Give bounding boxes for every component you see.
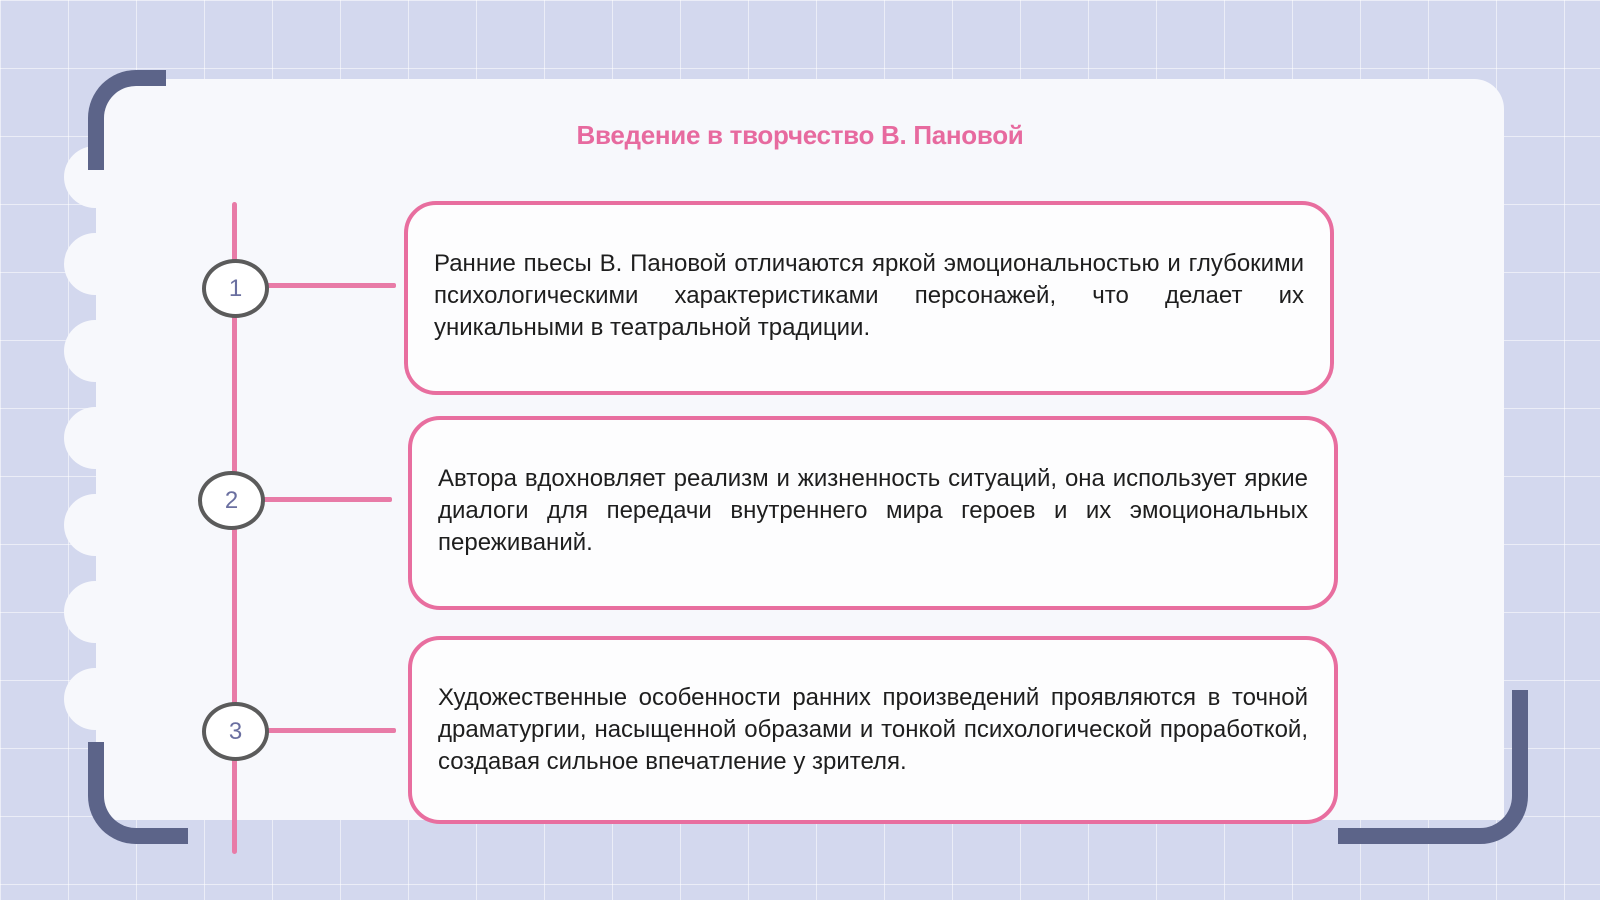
- timeline-connector: [266, 728, 396, 733]
- card-scallop: [64, 581, 126, 643]
- card-scallop: [64, 668, 126, 730]
- timeline-connector: [262, 497, 392, 502]
- step-number-2: 2: [198, 471, 265, 530]
- card-scallop: [64, 233, 126, 295]
- info-box-3: [408, 636, 1338, 824]
- slide-title: Введение в творчество В. Пановой: [576, 120, 1024, 150]
- step-number-3: 3: [202, 702, 269, 761]
- info-text-2: Автора вдохновляет реализм и жизненность ситуаций, она использует яркие диалоги для передачи внутреннего мира героев и их эмоциональных переживаний.: [438, 465, 1308, 556]
- corner-bracket-top-left: [88, 70, 166, 170]
- step-number-1: 1: [202, 259, 269, 318]
- info-box-2: [408, 416, 1338, 610]
- card-scallop: [64, 494, 126, 556]
- card-scallop: [64, 407, 126, 469]
- info-text-3: Художественные особенности ранних произведений проявляются в точной драматургии, насыщенной образами и тонкой психологической проработкой, создавая сильное впечатление у зрителя.: [438, 684, 1308, 775]
- info-text-1: Ранние пьесы В. Пановой отличаются яркой эмоциональностью и глубокими психологическими характеристиками персонажей, что делает их уникальными в театральной традиции.: [434, 250, 1304, 341]
- info-box-1: [404, 201, 1334, 395]
- timeline-connector: [266, 283, 396, 288]
- corner-bracket-bottom-left: [88, 742, 188, 844]
- corner-bracket-bottom-right: [1338, 690, 1528, 844]
- card-scallop: [64, 320, 126, 382]
